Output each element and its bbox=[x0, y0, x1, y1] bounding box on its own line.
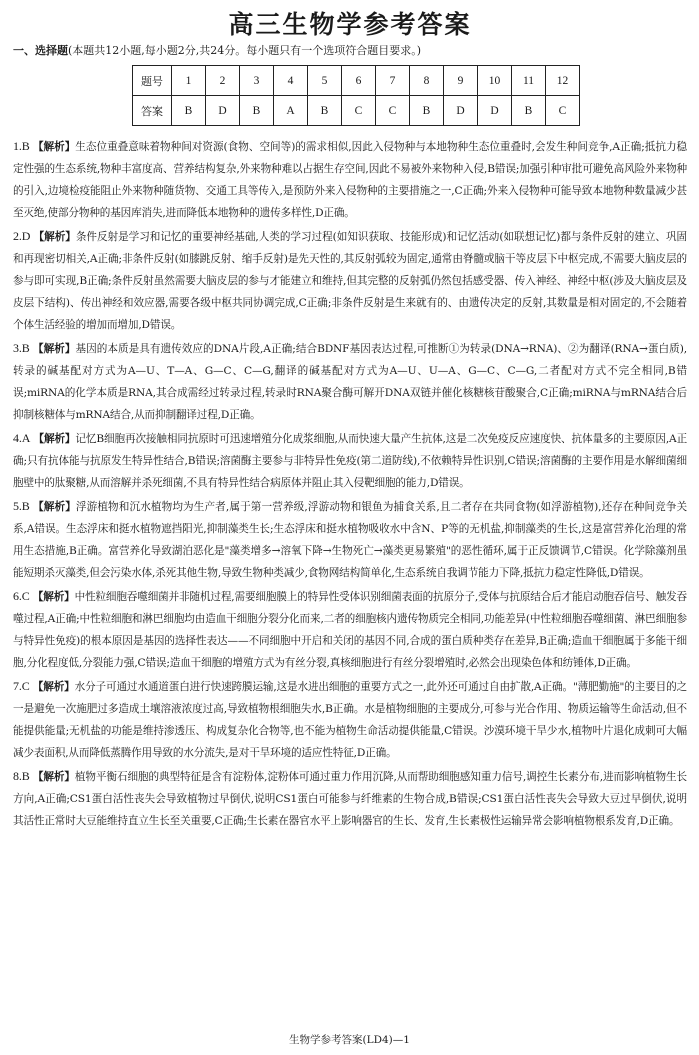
item-text: 记忆B细胞再次接触相同抗原时可迅速增殖分化成浆细胞,从而快速大量产生抗体,这是二次免疫反应速度快、抗体量多的主要原因,A正确;只有抗体能与抗原发生特异性结合,B错误;溶菌酶主要参与非特异性免疫(第二道防线),不依赖特异性识别,C错误;溶菌酶的主要作用是水解细菌细胞壁中的肽聚糖,从而溶解并杀死细菌,不具有特异性结合病原体并阻止其入侵靶细胞的能力,D错误。 bbox=[13, 433, 688, 489]
answer-cell: C bbox=[546, 96, 580, 126]
explanation-item bbox=[13, 675, 687, 764]
explanation-item bbox=[13, 225, 687, 336]
explanation-item bbox=[13, 585, 687, 674]
answer-cell: B bbox=[240, 96, 274, 126]
question-number-cell: 9 bbox=[444, 66, 478, 96]
item-text: 中性粒细胞吞噬细菌并非随机过程,需要细胞膜上的特异性受体识别细菌表面的抗原分子,受体与抗原结合后才能启动胞吞信号、触发吞噬过程,A正确;中性粒细胞和淋巴细胞均由造血干细胞分裂分化而来,二者的细胞核内遗传物质完全相同,功能差异(中性粒细胞吞噬细菌、淋巴细胞参与特异性免疫)的根本原因是基因的选择性表达——不同细胞中开启和关闭的基因不同,合成的蛋白质种类存在差异,B正确;造血干细胞属于多能干细胞,分化程度低,分裂能力强,C错误;造血干细胞的增殖方式为有丝分裂,真核细胞进行有丝分裂增殖时,必然会出现染色体和纺锤体,D正确。 bbox=[13, 591, 688, 669]
item-answer: 7.C bbox=[13, 679, 30, 693]
analysis-tag: 【解析】 bbox=[32, 343, 76, 355]
explanation-item bbox=[13, 135, 687, 224]
question-number-cell: 10 bbox=[478, 66, 512, 96]
answer-cell: A bbox=[274, 96, 308, 126]
analysis-tag: 【解析】 bbox=[32, 771, 75, 783]
answer-table-answer-row bbox=[133, 96, 580, 126]
item-answer: 1.B bbox=[13, 139, 30, 153]
answer-cell: D bbox=[206, 96, 240, 126]
answer-cell: B bbox=[512, 96, 546, 126]
item-text: 基因的本质是具有遗传效应的DNA片段,A正确;结合BDNF基因表达过程,可推断①为转录(DNA→RNA)、②为翻译(RNA→蛋白质),转录的碱基配对方式为A—U、T—A、G—C、C—G,翻译的碱基配对方式为A—U、U—A、G—C、C—G,二者配对方式不完全相同,B错误;miRNA的化学本质是RNA,其合成需经过转录过程,转录时RNA聚合酶可解开DNA双链并催化核糖核苷酸聚合,C正确;miRNA与mRNA结合后抑制核糖体与mRNA结合,从而抑制翻译过程,D正确。 bbox=[13, 343, 687, 421]
question-number-cell: 11 bbox=[512, 66, 546, 96]
item-answer: 6.C bbox=[13, 589, 30, 603]
question-number-cell: 5 bbox=[308, 66, 342, 96]
item-text: 植物平衡石细胞的典型特征是含有淀粉体,淀粉体可通过重力作用沉降,从而帮助细胞感知重力信号,调控生长素分布,进而影响植物生长方向,A正确;CS1蛋白活性丧失会导致植物过早倒伏,说明CS1蛋白可能参与纤维素的生物合成,B错误;CS1蛋白活性丧失会导致大豆过早倒伏,说明其活性正常时大豆能维持直立生长至关重要,C正确;生长素在器官水平上影响器官的生长、发育,生长素极性运输异常会影响植物根系发育,D正确。 bbox=[13, 771, 688, 827]
item-text: 生态位重叠意味着物种间对资源(食物、空间等)的需求相似,因此入侵物种与本地物种生态位重叠时,会发生种间竞争,A正确;抵抗力稳定性强的生态系统,物种丰富度高、营养结构复杂,外来物种难以占据生存空间,因此不易被外来物种入侵,B错误;加强引种审批可避免高风险外来物种的引入,边境检疫能阻止外来物种随货物、交通工具等传入,是预防外来入侵物种的主要措施之一,C正确;外来入侵物种可能导致本地物种数量减少甚至灭绝,使部分物种的基因库消失,进而降低本地物种的遗传多样性,D正确。 bbox=[13, 141, 687, 219]
question-number-cell: 7 bbox=[376, 66, 410, 96]
question-number-cell: 3 bbox=[240, 66, 274, 96]
section-label: 一、选择题 bbox=[13, 44, 68, 57]
analysis-tag: 【解析】 bbox=[33, 231, 76, 243]
section-note: (本题共12小题,每小题2分,共24分。每小题只有一个选项符合题目要求。) bbox=[68, 44, 422, 57]
answer-table-number-row bbox=[133, 66, 580, 96]
explanation-item bbox=[13, 427, 687, 494]
item-answer: 3.B bbox=[13, 341, 30, 355]
item-text: 条件反射是学习和记忆的重要神经基础,人类的学习过程(如知识获取、技能形成)和记忆活动(如联想记忆)都与条件反射的建立、巩固和再现密切相关,A正确;非条件反射(如膝跳反射、缩手反射)是先天性的,其反射弧较为固定,通常由脊髓或脑干等皮层下中枢完成,不需要大脑皮层的参与即可实现,B正确;条件反射虽然需要大脑皮层的参与才能建立和维持,但其完整的反射弧仍然包括感受器、传入神经、神经中枢(涉及大脑皮层及皮层下结构)、传出神经和效应器,需要各级中枢共同协调完成,C正确;非条件反射是生来就有的、由遗传决定的反射,其数量是相对固定的,不会随着个体生活经验的增加而增加,D错误。 bbox=[13, 231, 688, 331]
analysis-tag: 【解析】 bbox=[32, 681, 75, 693]
item-answer: 5.B bbox=[13, 499, 30, 513]
explanation-item bbox=[13, 337, 687, 426]
analysis-tag: 【解析】 bbox=[32, 591, 75, 603]
question-number-cell: 12 bbox=[546, 66, 580, 96]
answer-cell: B bbox=[308, 96, 342, 126]
question-number-cell: 2 bbox=[206, 66, 240, 96]
answer-cell: B bbox=[410, 96, 444, 126]
explanation-item bbox=[13, 765, 687, 832]
section-heading bbox=[13, 42, 687, 60]
question-number-cell: 4 bbox=[274, 66, 308, 96]
page-footer: 生物学参考答案(LD4)—1 bbox=[289, 1034, 410, 1046]
page-title: 高三生物学参考答案 bbox=[228, 10, 472, 39]
item-text: 浮游植物和沉水植物均为生产者,属于第一营养级,浮游动物和银鱼为捕食关系,且二者存在共同食物(如浮游植物),还存在种间竞争关系,A错误。生态浮床和挺水植物遮挡阳光,抑制藻类生长;生态浮床和挺水植物吸收水中含N、P等的无机盐,抑制藻类的生长,这是富营养化治理的常用生态措施,B正确。富营养化导致湖泊恶化是"藻类增多→溶氧下降→生物死亡→藻类更易繁殖"的恶性循环,属于正反馈调节,C错误。化学除藻剂虽能短期杀灭藻类,但会污染水体,杀死其他生物,导致生物种类减少,食物网结构简单化,生态系统自我调节能力下降,抵抗力稳定性降低,D错误。 bbox=[13, 501, 688, 579]
answer-cell: C bbox=[376, 96, 410, 126]
question-number-cell: 6 bbox=[342, 66, 376, 96]
question-number-cell: 8 bbox=[410, 66, 444, 96]
answer-cell: B bbox=[172, 96, 206, 126]
answer-cell: D bbox=[478, 96, 512, 126]
answer-cell: D bbox=[444, 96, 478, 126]
question-number-cell: 1 bbox=[172, 66, 206, 96]
item-answer: 4.A bbox=[13, 431, 31, 445]
answer-row-header: 答案 bbox=[133, 96, 172, 126]
item-text: 水分子可通过水通道蛋白进行快速跨膜运输,这是水进出细胞的重要方式之一,此外还可通过自由扩散,A正确。"薄肥勤施"的主要目的之一是避免一次施肥过多造成土壤溶液浓度过高,导致植物根细胞失水,B正确。水是植物细胞的主要成分,可参与光合作用、物质运输等生命活动,但不能提供能量;无机盐的功能是维持渗透压、构成复杂化合物等,也不能为植物生命活动提供能量,C错误。沙漠环境干旱少水,植物叶片退化成刺可大幅减少表面积,从而降低蒸腾作用导致的水分流失,是对干旱环境的适应性特征,D正确。 bbox=[13, 681, 687, 759]
analysis-tag: 【解析】 bbox=[32, 141, 76, 153]
explanation-item bbox=[13, 495, 687, 584]
number-row-header: 题号 bbox=[133, 66, 172, 96]
explanation-list bbox=[13, 135, 687, 832]
analysis-tag: 【解析】 bbox=[33, 501, 76, 513]
answer-table bbox=[132, 65, 580, 126]
item-answer: 2.D bbox=[13, 229, 31, 243]
answer-cell: C bbox=[342, 96, 376, 126]
item-answer: 8.B bbox=[13, 769, 30, 783]
analysis-tag: 【解析】 bbox=[33, 433, 76, 445]
